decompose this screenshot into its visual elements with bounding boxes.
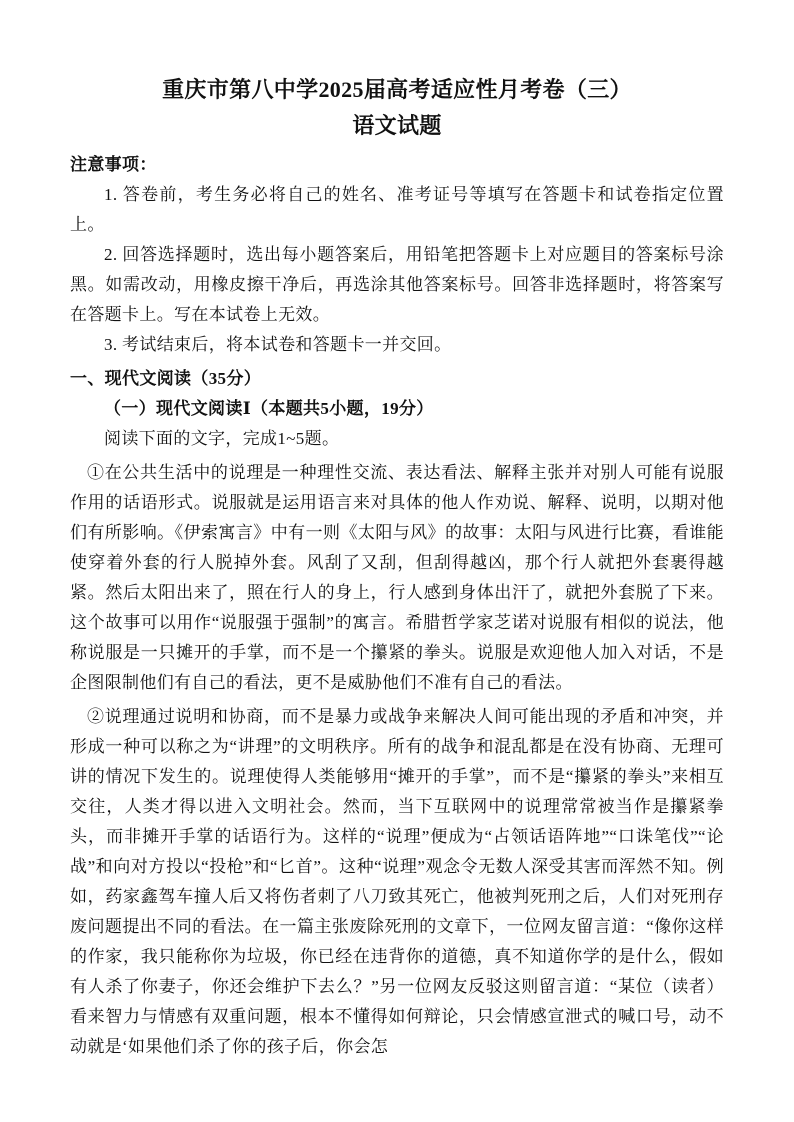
notice-item-1: 1. 答卷前，考生务必将自己的姓名、准考证号等填写在答题卡和试卷指定位置上。: [70, 185, 724, 234]
notice-item-3: 3. 考试结束后，将本试卷和答题卡一并交回。: [104, 335, 452, 354]
passage-paragraph-2: ②说理通过说明和协商，而不是暴力或战争来解决人间可能出现的矛盾和冲突，并形成一种可以称之为“讲理”的文明秩序。所有的战争和混乱都是在没有协商、无理可讲的情况下发生的。说理使得人类能够用“摊开的手掌”，而不是“攥紧的拳头”来相互交往，人类才得以进入文明社会。然而，当下互联网中的说理常常被当作是攥紧拳头，而非摊开手掌的话语行为。这样的“说理”便成为“占领话语阵地”“口诛笔伐”“论战”和向对方投以“投枪”和“匕首”。这种“说理”观念令无数人深受其害而浑然不知。例如，药家鑫驾车撞人后又将伤者刺了八刀致其死亡，他被判死刑之后，人们对死刑存废问题提出不同的看法。在一篇主张废除死刑的文章下，一位网友留言道：“像你这样的作家，我只能称你为垃圾，你已经在违背你的道德，真不知道你学的是什么，假如有人杀了你妻子，你还会维护下去么？”另一位网友反驳这则留言道：“某位（读者）看来智力与情感有双重问题，根本不懂得如何辩论，只会情感宣泄式的喊口号，动不动就是‘如果他们杀了你的孩子后，你会怎: [70, 707, 724, 1056]
section-heading-modern-reading: 一、现代文阅读（35分）: [70, 369, 262, 388]
paper-subtitle: 语文试题: [352, 113, 442, 138]
notice-heading: 注意事项：: [70, 155, 157, 174]
subsection-heading-reading-1: （一）现代文阅读Ⅰ（本题共5小题，19分）: [104, 399, 434, 418]
reading-instruction: 阅读下面的文字，完成1~5题。: [104, 429, 340, 448]
notice-item-2: 2. 回答选择题时，选出每小题答案后，用铅笔把答题卡上对应题目的答案标号涂黑。如需改动，用橡皮擦干净后，再选涂其他答案标号。回答非选择题时，将答案写在答题卡上。写在本试卷上无效。: [70, 245, 724, 324]
paper-title: 重庆市第八中学2025届高考适应性月考卷（三）: [162, 77, 632, 102]
passage-paragraph-1: ①在公共生活中的说理是一种理性交流、表达看法、解释主张并对别人可能有说服作用的话语形式。说服就是运用语言来对具体的他人作劝说、解释、说明，以期对他们有所影响。《伊索寓言》中有一则《太阳与风》的故事：太阳与风进行比赛，看谁能使穿着外套的行人脱掉外套。风刮了又刮，但刮得越凶，那个行人就把外套裹得越紧。然后太阳出来了，照在行人的身上，行人感到身体出汗了，就把外套脱了下来。这个故事可以用作“说服强于强制”的寓言。希腊哲学家芝诺对说服有相似的说法，他称说服是一只摊开的手掌，而不是一个攥紧的拳头。说服是欢迎他人加入对话，不是企图限制他们有自己的看法，更不是威胁他们不准有自己的看法。: [70, 463, 724, 692]
